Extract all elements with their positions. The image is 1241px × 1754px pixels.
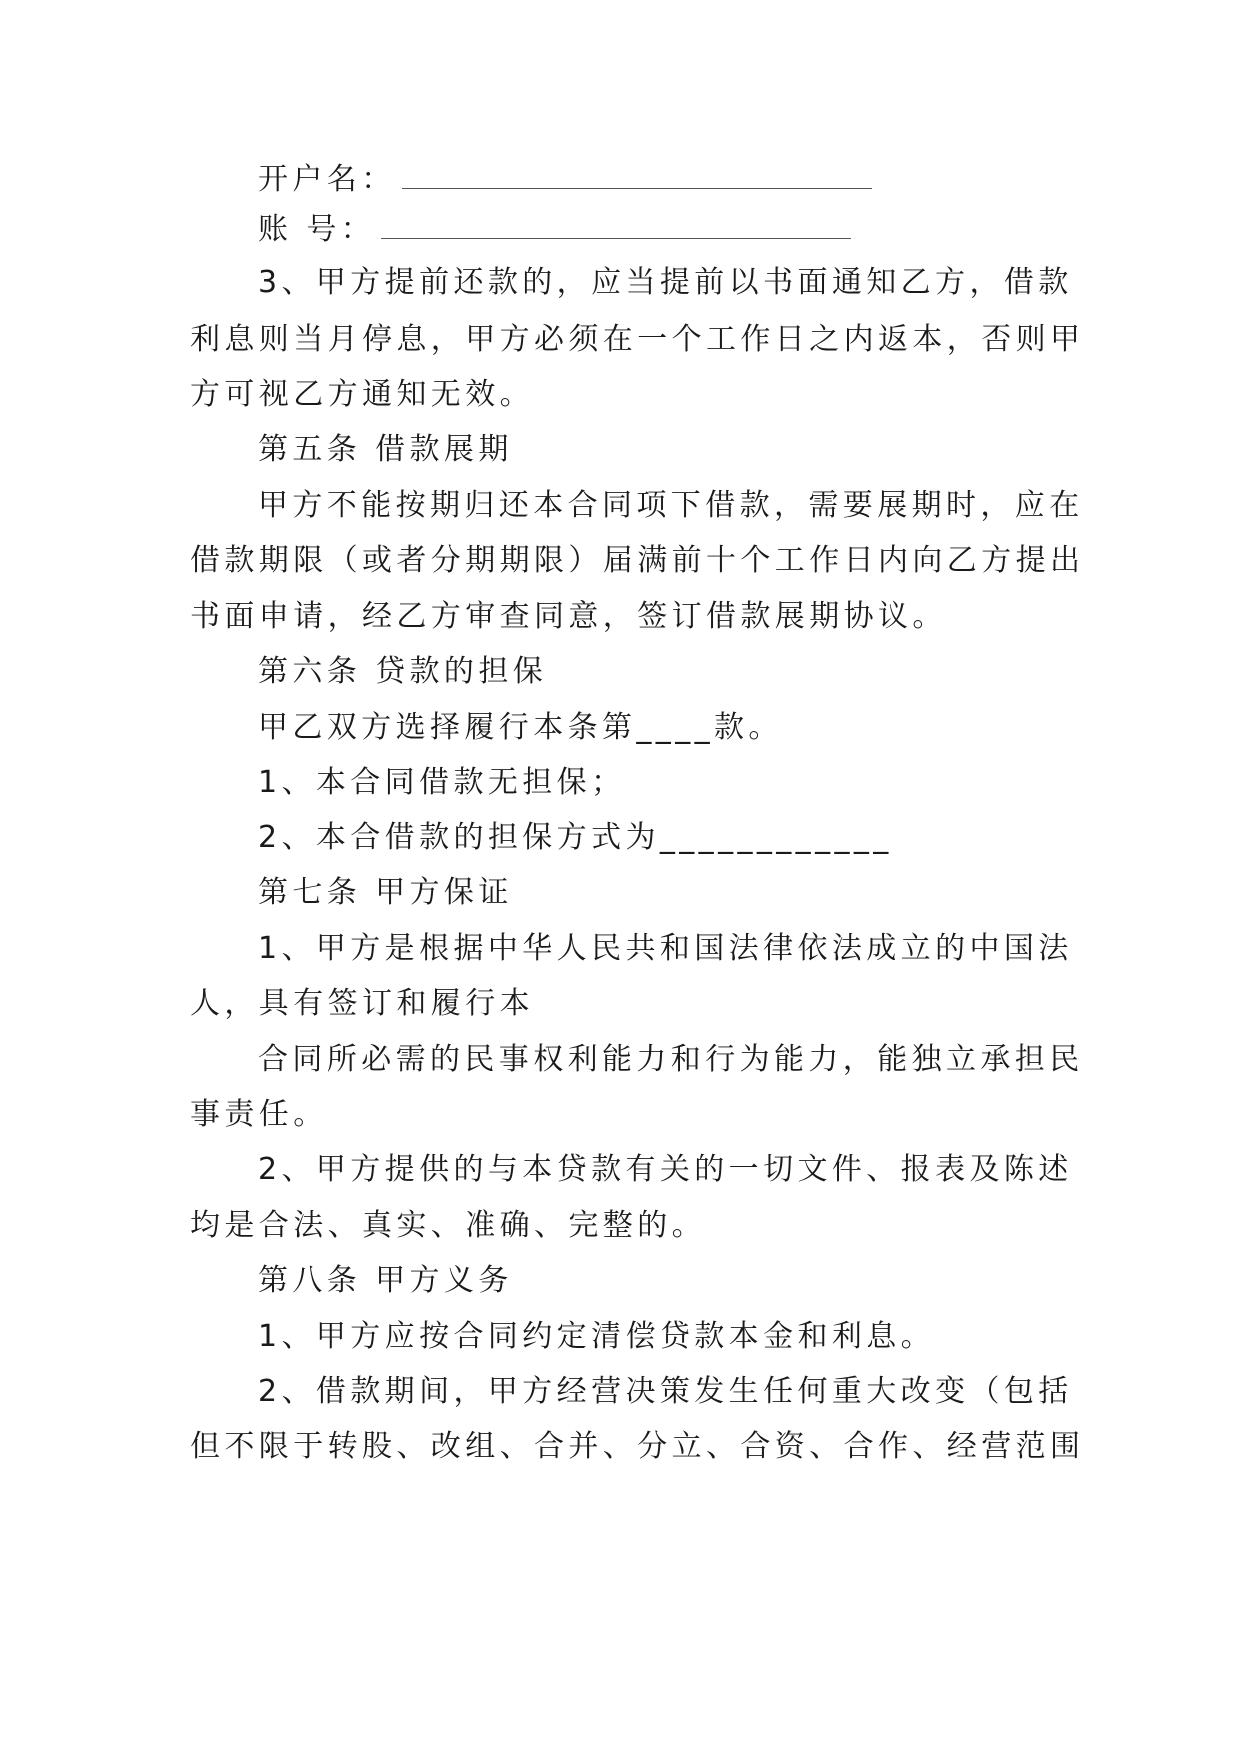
account-name-label: 开户名： (258, 162, 396, 197)
paragraph-line: 1、甲方应按合同约定清偿贷款本金和利息。 (258, 1319, 936, 1354)
section-heading: 第六条 贷款的担保 (258, 654, 548, 689)
paragraph-line: 事责任。 (190, 1097, 328, 1132)
paragraph-line: 均是合法、真实、准确、完整的。 (190, 1208, 706, 1243)
section-heading: 第八条 甲方义务 (258, 1263, 513, 1298)
paragraph-line: 方可视乙方通知无效。 (190, 377, 534, 412)
section-heading: 第七条 甲方保证 (258, 875, 513, 910)
paragraph-line: 人，具有签订和履行本 (190, 986, 534, 1021)
paragraph-line: 但不限于转股、改组、合并、分立、合资、合作、经营范围 (190, 1429, 1085, 1464)
paragraph-line: 1、甲方是根据中华人民共和国法律依法成立的中国法 (258, 931, 1073, 966)
account-number-label: 账 号： (258, 212, 376, 247)
paragraph-line: 1、本合同借款无担保； (258, 765, 626, 800)
account-name-blank (402, 162, 872, 189)
paragraph-line: 2、甲方提供的与本贷款有关的一切文件、报表及陈述 (258, 1152, 1073, 1187)
paragraph-line: 甲方不能按期归还本合同项下借款，需要展期时，应在 (258, 488, 1084, 523)
paragraph-line: 甲乙双方选择履行本条第____款。 (258, 710, 783, 745)
paragraph-line: 利息则当月停息，甲方必须在一个工作日之内返本，否则甲 (190, 322, 1085, 357)
paragraph-line: 2、本合借款的担保方式为____________ (258, 820, 893, 855)
account-name-line (258, 160, 1118, 200)
paragraph-line: 书面申请，经乙方审查同意，签订借款展期协议。 (190, 599, 947, 634)
paragraph-line: 借款期限（或者分期期限）届满前十个工作日内向乙方提出 (190, 543, 1085, 578)
account-number-line (258, 210, 1118, 250)
section-heading: 第五条 借款展期 (258, 432, 513, 467)
account-number-blank (381, 212, 851, 239)
paragraph-line: 合同所必需的民事权利能力和行为能力，能独立承担民 (258, 1042, 1084, 1077)
paragraph-line: 3、甲方提前还款的，应当提前以书面通知乙方，借款 (258, 265, 1073, 300)
paragraph-line: 2、借款期间，甲方经营决策发生任何重大改变（包括 (258, 1374, 1073, 1409)
